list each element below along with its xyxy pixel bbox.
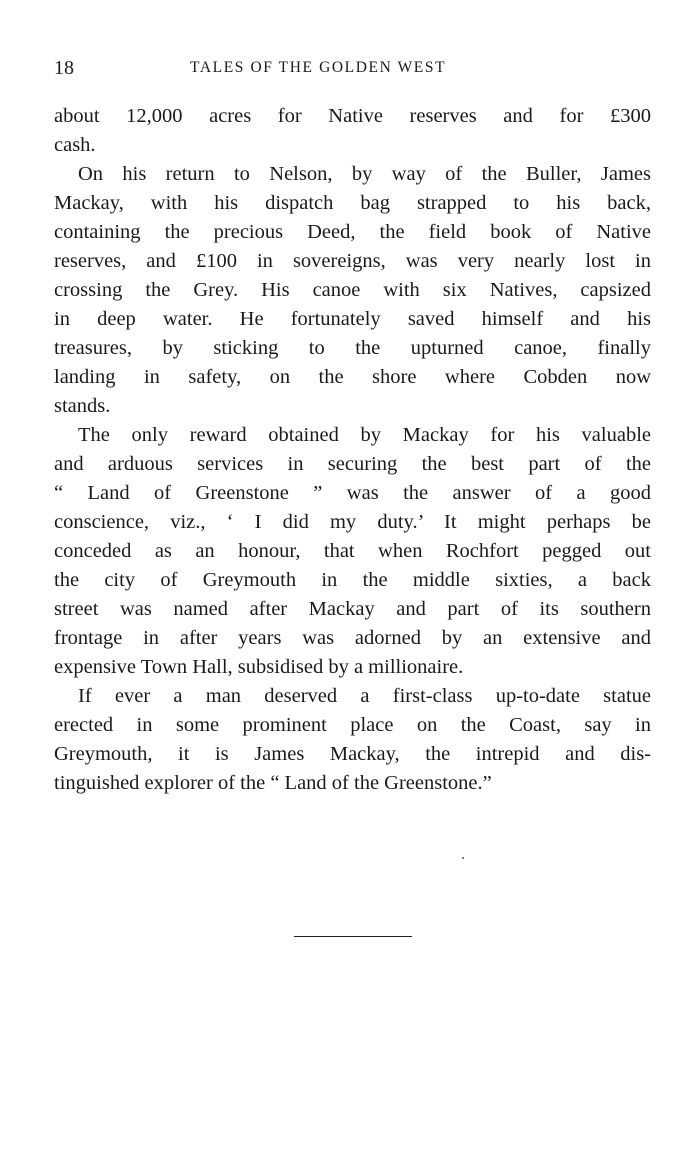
running-title: TALES OF THE GOLDEN WEST <box>190 59 447 76</box>
print-speck <box>462 857 464 859</box>
running-head <box>54 56 651 80</box>
text-line: expensive Town Hall, subsidised by a millionaire. <box>54 656 464 678</box>
paragraph <box>54 160 651 421</box>
text-line: stands. <box>54 395 111 417</box>
text-line: landing in safety, on the shore where Cobden now <box>54 366 651 388</box>
text-line: conscience, viz., ‘ I did my duty.’ It might perhaps be <box>54 511 651 533</box>
text-line: On his return to Nelson, by way of the Buller, James <box>78 163 651 185</box>
text-line: street was named after Mackay and part of its southern <box>54 598 651 620</box>
text-line: in deep water. He fortunately saved himself and his <box>54 308 651 330</box>
text-line: “ Land of Greenstone ” was the answer of a good <box>54 482 651 504</box>
text-line: If ever a man deserved a first-class up-to-date statue <box>78 685 651 707</box>
text-line: containing the precious Deed, the field book of Native <box>54 221 651 243</box>
text-line: The only reward obtained by Mackay for his valuable <box>78 424 651 446</box>
paragraph <box>54 102 651 160</box>
text-line: the city of Greymouth in the middle sixties, a back <box>54 569 651 591</box>
body-text <box>54 102 651 798</box>
paragraph <box>54 682 651 798</box>
text-line: about 12,000 acres for Native reserves and for £300 <box>54 105 651 127</box>
text-line: reserves, and £100 in sovereigns, was very nearly lost in <box>54 250 651 272</box>
end-rule <box>294 936 412 937</box>
text-line: tinguished explorer of the “ Land of the Greenstone.” <box>54 772 492 794</box>
text-line: conceded as an honour, that when Rochfort pegged out <box>54 540 651 562</box>
text-line: frontage in after years was adorned by an extensive and <box>54 627 651 649</box>
text-line: crossing the Grey. His canoe with six Natives, capsized <box>54 279 651 301</box>
text-line: and arduous services in securing the best part of the <box>54 453 651 475</box>
text-line: Mackay, with his dispatch bag strapped to his back, <box>54 192 651 214</box>
paragraph <box>54 421 651 682</box>
text-line: cash. <box>54 134 96 156</box>
text-line: erected in some prominent place on the Coast, say in <box>54 714 651 736</box>
text-line: Greymouth, it is James Mackay, the intrepid and dis- <box>54 743 651 765</box>
text-line: treasures, by sticking to the upturned canoe, finally <box>54 337 651 359</box>
page-number: 18 <box>54 57 74 79</box>
